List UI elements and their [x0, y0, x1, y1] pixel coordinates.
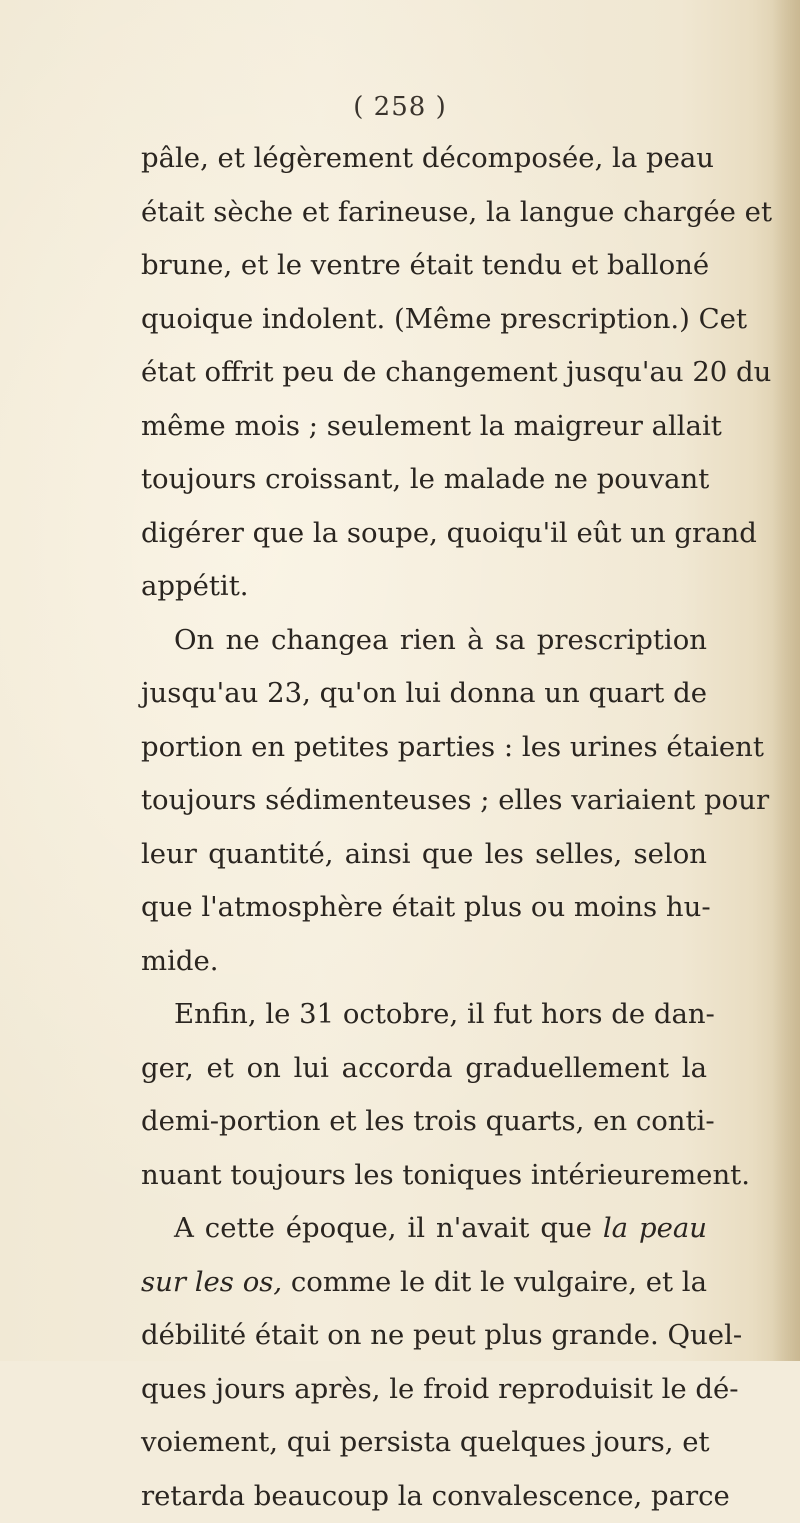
page-edge-shadow — [772, 0, 800, 1361]
text-segment: comme le dit le vulgaire, et la — [282, 1266, 707, 1298]
body-text — [141, 132, 707, 1523]
text-line-paragraph-end: mide. — [141, 935, 707, 989]
text-line: jusqu'au 23, qu'on lui donna un quart de — [141, 667, 707, 721]
text-line: brune, et le ventre était tendu et balloné — [141, 239, 707, 293]
text-line: même mois ; seulement la maigreur allait — [141, 400, 707, 454]
text-line — [141, 1256, 707, 1310]
text-line: demi-portion et les trois quarts, en conti- — [141, 1095, 707, 1149]
text-line: nuant toujours les toniques intérieurement. — [141, 1149, 707, 1203]
text-line: pâle, et légèrement décomposée, la peau — [141, 132, 707, 186]
text-line: digérer que la soupe, quoiqu'il eût un grand — [141, 507, 707, 561]
text-line: retarda beaucoup la convalescence, parce — [141, 1470, 707, 1523]
text-line: était sèche et farineuse, la langue chargée et — [141, 186, 707, 240]
text-line: état offrit peu de changement jusqu'au 20 du — [141, 346, 707, 400]
text-line-paragraph-start: Enfin, le 31 octobre, il fut hors de dan- — [141, 988, 707, 1042]
italic-phrase: la peau — [603, 1212, 707, 1244]
text-line-paragraph-start — [141, 1202, 707, 1256]
page-number: ( 258 ) — [0, 92, 800, 122]
text-line: quoique indolent. (Même prescription.) Cet — [141, 293, 707, 347]
text-line: que l'atmosphère était plus ou moins hu- — [141, 881, 707, 935]
text-line: toujours sédimenteuses ; elles variaient pour — [141, 774, 707, 828]
text-line: débilité était on ne peut plus grande. Quel- — [141, 1309, 707, 1363]
text-line: leur quantité, ainsi que les selles, selon — [141, 828, 707, 882]
text-line: voiement, qui persista quelques jours, et — [141, 1416, 707, 1470]
text-line: toujours croissant, le malade ne pouvant — [141, 453, 707, 507]
text-line: ger, et on lui accorda graduellement la — [141, 1042, 707, 1096]
italic-phrase: sur les os, — [141, 1266, 282, 1298]
text-line-paragraph-start: On ne changea rien à sa prescription — [141, 614, 707, 668]
text-segment: A cette époque, il n'avait que — [174, 1212, 603, 1244]
text-line: ques jours après, le froid reproduisit le dé- — [141, 1363, 707, 1417]
text-line-paragraph-end: appétit. — [141, 560, 707, 614]
text-line: portion en petites parties : les urines étaient — [141, 721, 707, 775]
